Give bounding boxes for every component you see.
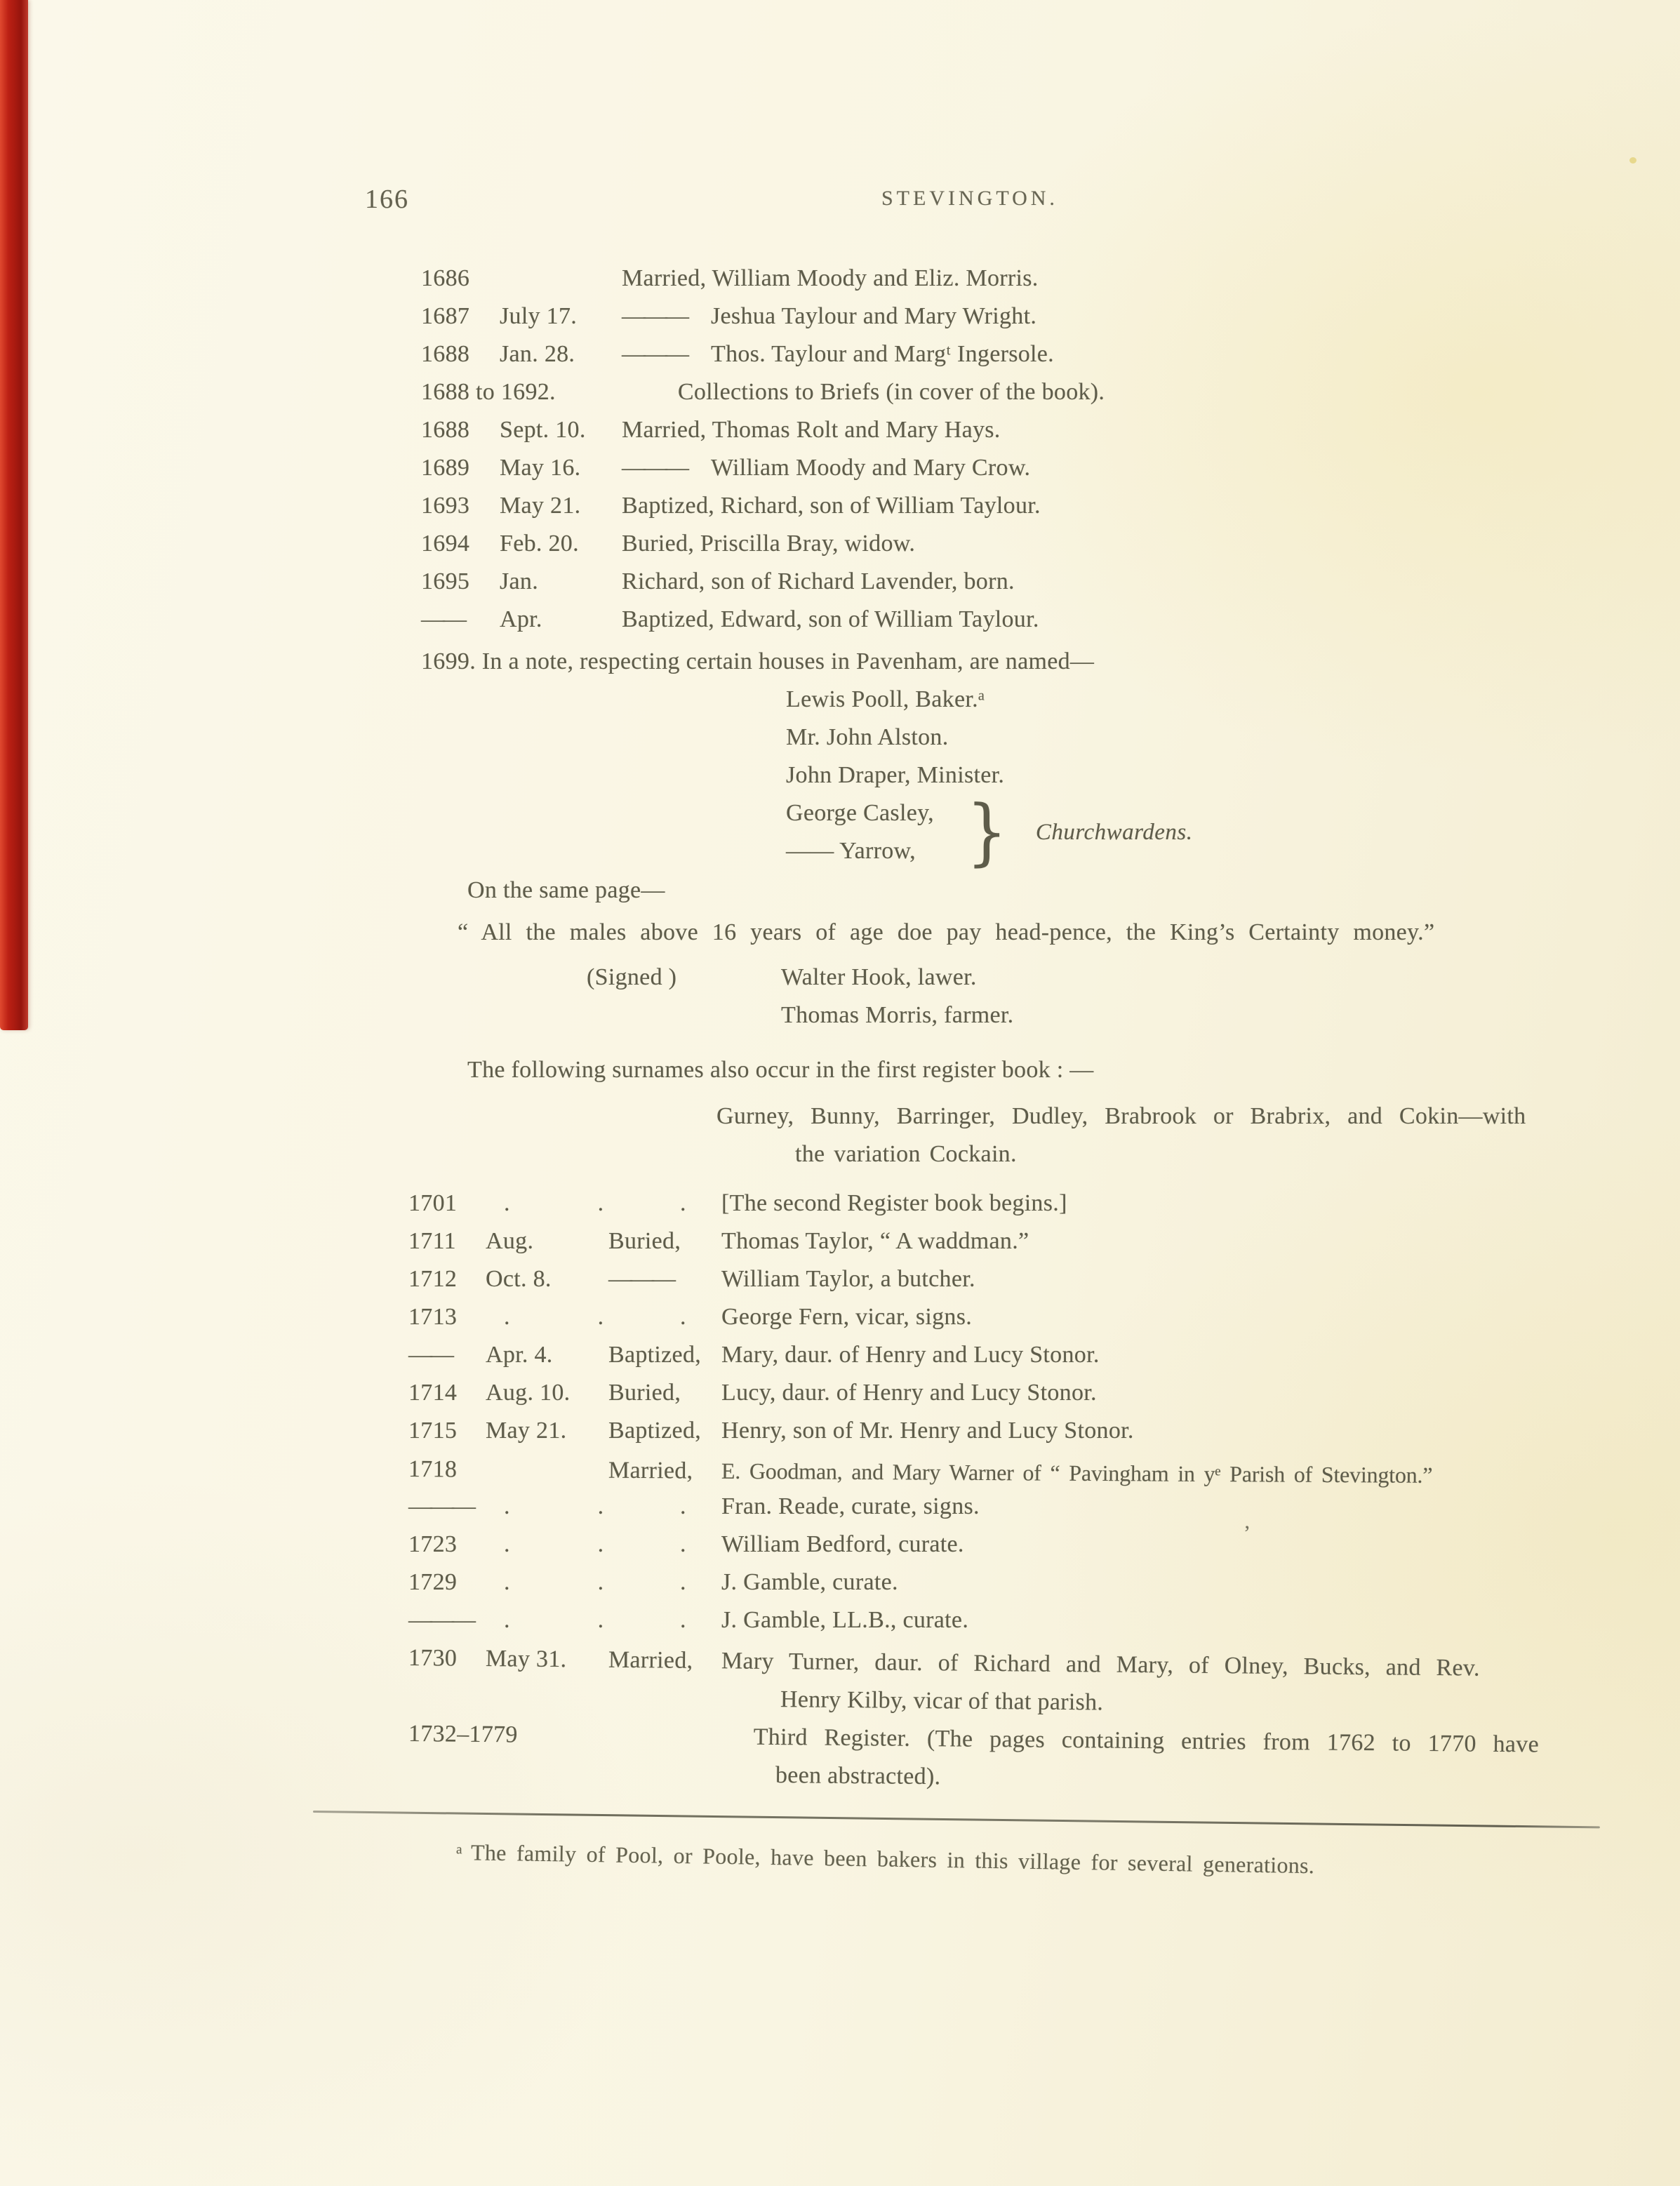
register-row: [421, 411, 1680, 449]
entry-year: 1732–1779: [408, 1721, 518, 1748]
first-register-entries: [421, 260, 1680, 639]
entry-year: 1687: [421, 303, 470, 329]
entry-action: .: [680, 1569, 686, 1595]
entry-date: [518, 1742, 641, 1743]
register-row: [421, 335, 1680, 373]
ditto-dash: ———: [622, 303, 687, 329]
entry-date: May 16.: [500, 455, 581, 481]
ditto-dash: ———: [608, 1266, 674, 1292]
entry-text: E. Goodman, and Mary Warner of “ Pavingham in yᵉ Parish of Stevington.”: [721, 1458, 1433, 1488]
register-row: [421, 563, 1680, 601]
entry-text: William Taylor, a butcher.: [721, 1266, 975, 1292]
footnote-rule: [313, 1811, 1600, 1828]
entry-date: . .: [504, 1569, 604, 1595]
surnames-paragraph: [716, 1098, 1680, 1173]
entry-text: Mary, daur. of Henry and Lucy Stonor.: [721, 1342, 1100, 1368]
entry-date: Oct. 8.: [486, 1266, 552, 1292]
page-header: [0, 184, 1680, 215]
entry-year: 1714: [408, 1380, 458, 1406]
entry-continuation: Henry Kilby, vicar of that parish.: [780, 1686, 1104, 1716]
entry-date: . .: [504, 1493, 604, 1519]
register-row: [408, 1564, 1680, 1601]
entry-date: . .: [504, 1531, 604, 1557]
entry-date: . .: [504, 1607, 604, 1633]
entry-action: .: [680, 1531, 686, 1557]
entry-date: July 17.: [500, 303, 578, 329]
surnames-line: the variation Cockain.: [795, 1141, 1017, 1167]
register-row: [421, 373, 1680, 411]
entry-year: 1715: [408, 1418, 458, 1444]
entry-continuation: been abstracted).: [775, 1762, 941, 1790]
entry-text: Thomas Taylor, “ A waddman.”: [721, 1228, 1029, 1254]
register-row: [408, 1260, 1680, 1298]
entry-date: Feb. 20.: [500, 531, 579, 557]
entry-year: ——: [421, 606, 465, 632]
register-row: [421, 525, 1680, 563]
entry-year: 1723: [408, 1531, 458, 1557]
entry-date: [486, 1477, 608, 1478]
entry-text: Buried, Priscilla Bray, widow.: [622, 531, 916, 557]
entry-text: Richard, son of Richard Lavender, born.: [622, 568, 1015, 594]
ditto-dash: ———: [622, 341, 687, 367]
ditto-dash: ———: [622, 455, 687, 481]
churchwardens-label: Churchwardens.: [1035, 819, 1193, 845]
register-row: [408, 1374, 1680, 1412]
churchwarden-names: [786, 794, 934, 870]
running-title: STEVINGTON.: [881, 187, 1058, 210]
entry-text: J. Gamble, LL.B., curate.: [721, 1607, 969, 1633]
entry-year: ———: [408, 1493, 474, 1519]
signature: Thomas Morris, farmer.: [781, 1002, 1014, 1028]
register-row: [421, 298, 1680, 335]
entry-action: Married,: [608, 1646, 693, 1674]
entry-date: Aug.: [486, 1228, 534, 1254]
churchwarden: —— Yarrow,: [786, 838, 916, 864]
named-person: Mr. John Alston.: [786, 724, 949, 750]
entry-text: Married, William Moody and Eliz. Morris.: [622, 265, 1039, 291]
entry-text: George Fern, vicar, signs.: [721, 1304, 973, 1330]
entry-year: 1695: [421, 568, 470, 594]
entry-year: 1686: [421, 265, 470, 291]
entry-text: Mary Turner, daur. of Richard and Mary, of Olney, Bucks, and Rev.: [721, 1648, 1480, 1681]
entry-text: Married, Thomas Rolt and Mary Hays.: [622, 417, 1001, 443]
entry-date: May 21.: [500, 493, 581, 519]
entry-text: Collections to Briefs (in cover of the book).: [677, 379, 1105, 405]
entry-text: Henry, son of Mr. Henry and Lucy Stonor.: [721, 1418, 1134, 1444]
named-persons-list: [786, 681, 1680, 874]
entry-date: May 31.: [485, 1646, 567, 1673]
entry-date: . .: [504, 1190, 604, 1216]
register-row: [421, 487, 1680, 525]
entry-year: 1701: [408, 1190, 458, 1216]
entry-text: William Moody and Mary Crow.: [711, 455, 1031, 481]
entry-year: 1713: [408, 1304, 458, 1330]
head-pence-quote: “ All the males above 16 years of age doe pay head-pence, the King’s Certainty money.”: [458, 919, 1435, 945]
footnote-text: The family of Pool, or Poole, have been bakers in this village for several generations.: [470, 1839, 1315, 1879]
named-person: Lewis Pooll, Baker.ᵃ: [786, 686, 985, 712]
scan-edge-red-strip: [0, 0, 28, 1030]
entry-text: Thos. Taylour and Margᵗ Ingersole.: [711, 341, 1054, 367]
register-row: [408, 1450, 1680, 1495]
entry-date: Aug. 10.: [486, 1380, 571, 1406]
register-row: [421, 260, 1680, 298]
churchwardens-group: [786, 789, 1680, 874]
register-row: [421, 449, 1680, 487]
entry-action: .: [680, 1190, 686, 1216]
second-register-entries: [408, 1185, 1680, 1791]
named-person: John Draper, Minister.: [786, 762, 1005, 788]
register-row: [408, 1412, 1680, 1450]
entry-year: ——: [408, 1342, 452, 1368]
entry-text: Baptized, Richard, son of William Taylour.: [622, 493, 1041, 519]
entry-year: 1688 to 1692.: [421, 379, 556, 405]
footnote: [456, 1839, 1680, 1884]
entry-action: Baptized,: [608, 1418, 702, 1444]
footnote-marker: ᵃ: [455, 1839, 463, 1865]
entry-year: 1688: [421, 341, 470, 367]
entry-year: 1718: [408, 1456, 458, 1483]
entry-year: 1712: [408, 1266, 458, 1292]
page-number: 166: [365, 185, 409, 214]
entry-date: Apr.: [500, 606, 542, 632]
entry-year: 1711: [408, 1228, 456, 1254]
entry-date: Jan.: [500, 568, 539, 594]
entry-action: [641, 1743, 754, 1745]
entry-action: .: [680, 1607, 686, 1633]
scan-speck: [1629, 157, 1636, 164]
entry-text: Fran. Reade, curate, signs.: [721, 1493, 980, 1519]
entry-text: Jeshua Taylour and Mary Wright.: [711, 303, 1037, 329]
entry-text: William Bedford, curate.: [721, 1531, 964, 1557]
register-row: [408, 1185, 1680, 1222]
note-1699-intro: 1699. In a note, respecting certain houses in Pavenham, are named—: [421, 648, 1095, 674]
register-row: [408, 1298, 1680, 1336]
entry-text: Third Register. (The pages containing entries from 1762 to 1770 have: [753, 1724, 1540, 1758]
surnames-line: Gurney, Bunny, Barringer, Dudley, Brabrook or Brabrix, and Cokin—with: [716, 1103, 1526, 1129]
entry-date: Jan. 28.: [500, 341, 575, 367]
entry-year: ———: [408, 1607, 474, 1633]
entry-year: 1730: [408, 1645, 458, 1672]
signatures: [781, 959, 1013, 1034]
register-row: [408, 1336, 1680, 1374]
entry-date: Apr. 4.: [486, 1342, 553, 1368]
entry-date: . .: [504, 1304, 604, 1330]
scan-stray-mark: ’: [1244, 1521, 1251, 1545]
entry-text: [The second Register book begins.]: [721, 1190, 1067, 1216]
entry-text: Lucy, daur. of Henry and Lucy Stonor.: [721, 1380, 1097, 1406]
signature: Walter Hook, lawer.: [781, 964, 977, 990]
same-page-lead: On the same page—: [467, 877, 665, 903]
signed-label: (Signed ): [587, 964, 677, 990]
register-row: [408, 1601, 1680, 1639]
entry-action: .: [680, 1493, 686, 1519]
signed-block: [587, 959, 1680, 1034]
entry-year: 1688: [421, 417, 470, 443]
entry-text: J. Gamble, curate.: [721, 1569, 898, 1595]
entry-text: Baptized, Edward, son of William Taylour.: [622, 606, 1039, 632]
entry-year: 1694: [421, 531, 470, 557]
entry-action: .: [680, 1304, 686, 1330]
entry-action: Married,: [608, 1457, 693, 1484]
register-row: [408, 1222, 1680, 1260]
entry-action: Baptized,: [608, 1342, 702, 1368]
brace-glyph: }: [966, 789, 1008, 874]
entry-action: Buried,: [608, 1228, 681, 1254]
entry-date: Sept. 10.: [500, 417, 586, 443]
entry-year: 1689: [421, 455, 470, 481]
entry-year: 1693: [421, 493, 470, 519]
register-row: [408, 1526, 1680, 1564]
entry-action: Buried,: [608, 1380, 681, 1406]
entry-date: May 21.: [486, 1418, 567, 1444]
entry-year: 1729: [408, 1569, 458, 1595]
churchwarden: George Casley,: [786, 800, 934, 826]
register-row: [421, 601, 1680, 639]
surnames-intro: The following surnames also occur in the first register book : —: [467, 1057, 1094, 1083]
